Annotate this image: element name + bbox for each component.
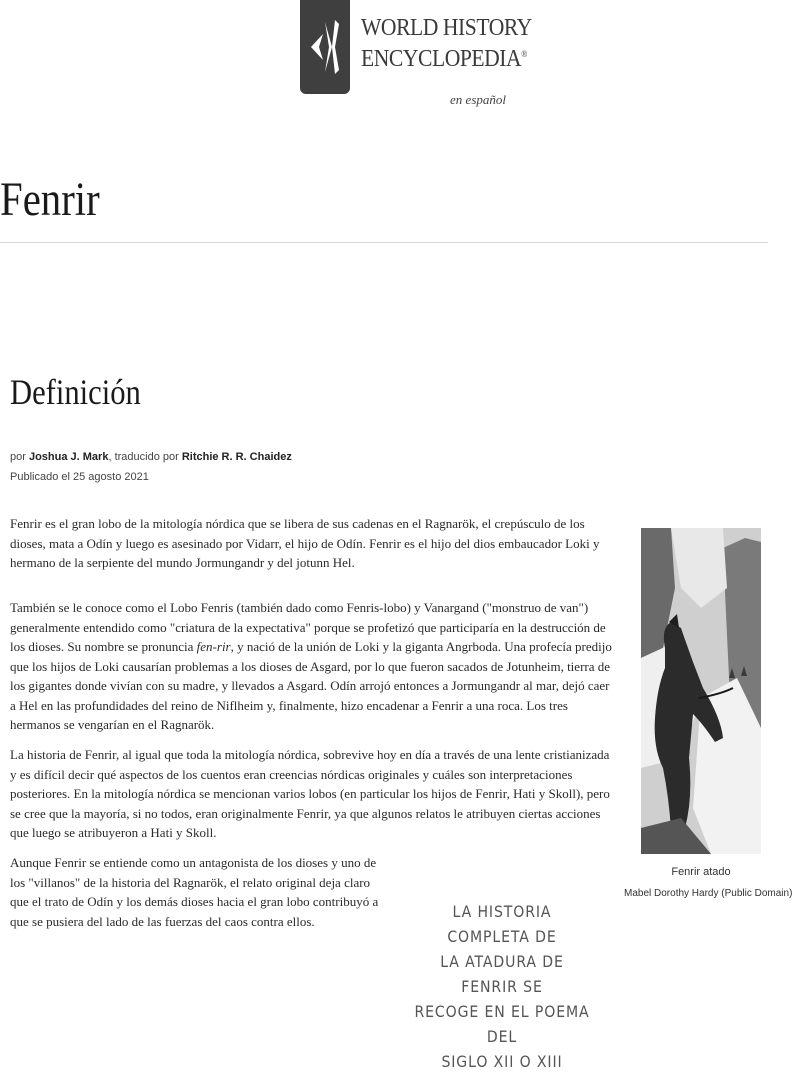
paragraph-4: Aunque Fenrir se entiende como un antagonista de los dioses y uno de los "villanos" de la historia del Ragnarök, el relato original deja claro que el trato de Odín y los demás dioses hacia el gran lobo contribuyó a que se pusiera del lado de las fuerzas del caos contra ellos. — [10, 855, 379, 929]
whe-logo-icon[interactable] — [300, 0, 350, 94]
paragraph-3: La historia de Fenrir, al igual que toda la mitología nórdica, sobrevive hoy en día a través de una lente cristianizada y es difícil decir qué aspectos de los cuentos eran creencias nórdicas originales y cuáles son interpretaciones posteriores. En la mitología nórdica se mencionan varios lobos (en particular los hijos de Fenrir, Hati y Skoll), pero se cree que la mayoría, si no todos, eran originalmente Fenrir, ya que algunos relatos le atribuyen ciertas acciones que luego se atribuyeron a Hati y Skoll. — [10, 747, 610, 840]
fenrir-illustration[interactable] — [641, 528, 761, 854]
publish-date: Publicado el 25 agosto 2021 — [10, 471, 149, 483]
paragraph-1: Fenrir es el gran lobo de la mitología nórdica que se libera de sus cadenas en el Ragnarök, el crepúsculo de los dioses, mata a Odín y luego es asesinado por Vidarr, el hijo de Odín. Fenrir es el hijo del dios embaucador Loki y hermano de la serpiente del mundo Jormungandr y del jotunn Hel. — [10, 516, 600, 570]
title-divider — [0, 242, 768, 243]
logo-line-2-text: ENCYCLOPEDIA — [361, 46, 522, 72]
translator-link[interactable]: Ritchie R. R. Chaidez — [181, 451, 292, 463]
byline-by: por — [10, 451, 29, 463]
pull-quote-line-2: LA ATADURA DE FENRIR SE — [440, 952, 564, 996]
site-header — [300, 0, 532, 112]
pull-quote-line-4: SIGLO XII O XIII — [441, 1052, 563, 1071]
paragraph-2-part-b: , y nació de la unión de Loki y la giganta Angrboda. Una profecía predijo que los hijos de Loki causarían problemas a los dioses de Asgard, por lo que fueron sacados de Jotunheim, tierra de los gigantes donde vivían con su madre, y llevados a Asgard. Odín arrojó entonces a Jormungandr al mar, dejó caer a Hel en las profundidades del reino de Niflheim y, finalmente, hizo encadenar a Fenrir a una roca. Los tres hermanos se vengarían en el Ragnarök. — [10, 639, 612, 732]
logo-line-1: WORLD HISTORY — [361, 15, 532, 41]
figure-caption-credit: Mabel Dorothy Hardy (Public Domain) — [624, 888, 792, 899]
page-title: Fenrir — [0, 173, 100, 226]
logo-language: en español — [450, 92, 506, 107]
logo-wordmark[interactable] — [361, 15, 532, 72]
illustration-graphic — [641, 528, 761, 854]
pull-quote-line-3: RECOGE EN EL POEMA DEL — [414, 1002, 590, 1046]
logo-registered: ® — [521, 49, 527, 59]
section-title: Definición — [10, 372, 141, 412]
paragraph-2 — [10, 598, 616, 735]
paragraph-2-part-a: También se le conoce como el Lobo Fenris (también dado como Fenris-lobo) y Vanargand ("monstruo de van") generalmente entendido como "criatura de la expectativa" porque se profetizó que participaría en la destrucción de los dioses. Su nombre se pronuncia — [10, 600, 606, 654]
pull-quote-line-1: LA HISTORIA COMPLETA DE — [447, 902, 557, 946]
pronunciation: fen-rir — [196, 639, 231, 654]
byline-translated: , traducido por — [108, 451, 182, 463]
logo-glyph — [305, 14, 345, 80]
author-link[interactable]: Joshua J. Mark — [28, 451, 109, 463]
pull-quote — [400, 899, 604, 1074]
figure-caption-title: Fenrir atado — [671, 866, 731, 878]
byline — [10, 449, 292, 465]
logo-line-2 — [361, 41, 527, 72]
